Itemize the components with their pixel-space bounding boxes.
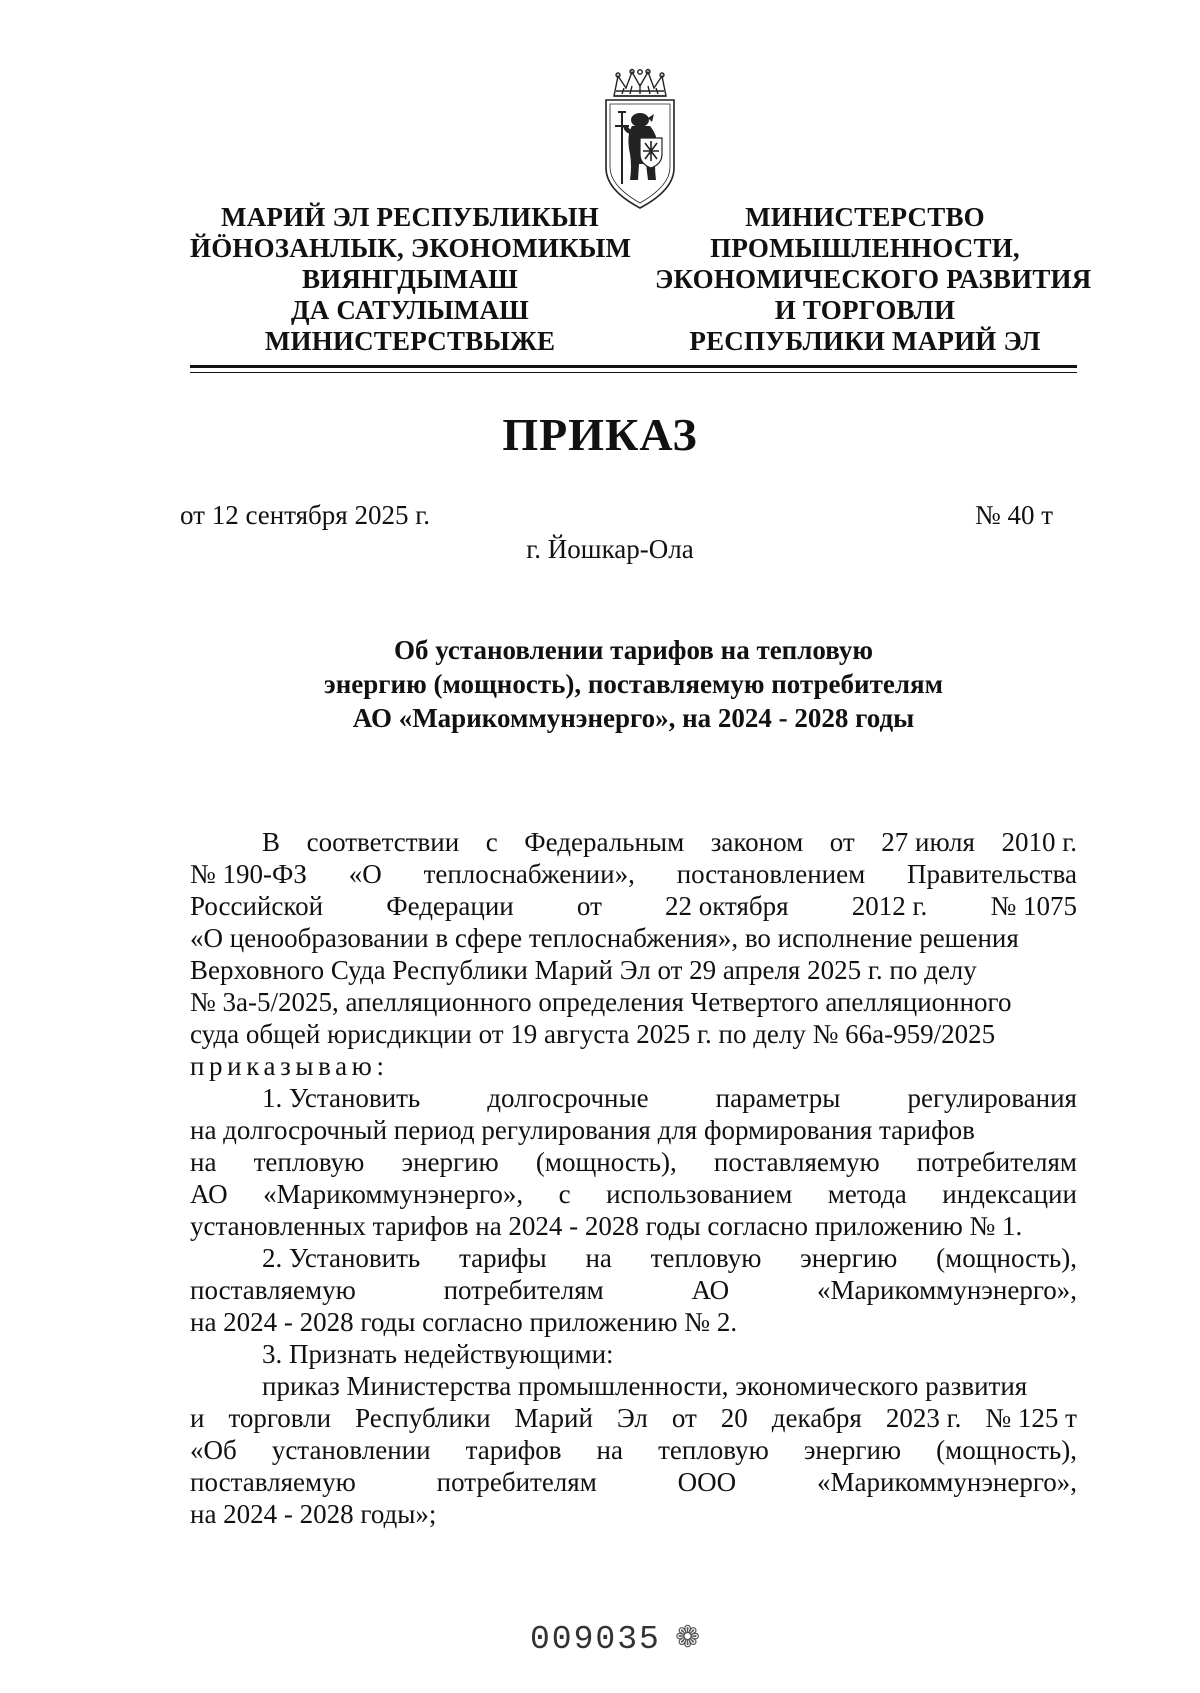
body-line: [190, 1306, 1077, 1338]
body-line: [190, 826, 1077, 858]
document-title: ПРИКАЗ: [502, 409, 698, 460]
body-word: (мощность),: [936, 1435, 1077, 1465]
body-word: тепловую: [658, 1435, 769, 1465]
body-line: [190, 1370, 1077, 1402]
document-number: № 40 т: [974, 500, 1053, 530]
document-body: [190, 826, 1077, 1530]
body-word: поставляемую: [190, 1275, 356, 1305]
body-word: потребителям: [436, 1467, 597, 1497]
body-word: № 1075: [990, 891, 1077, 921]
body-word: на 2024 - 2028 годы»;: [190, 1499, 437, 1529]
body-word: законом: [710, 827, 804, 857]
serial-number: 009035: [530, 1621, 661, 1658]
body-word: 1. Установить: [262, 1083, 421, 1113]
body-word: потребителям: [916, 1147, 1077, 1177]
body-word: на: [190, 1147, 217, 1177]
body-word: на 2024 - 2028 годы согласно приложению № 2.: [190, 1307, 738, 1337]
document-date: от 12 сентября 2025 г.: [180, 500, 430, 530]
body-line: [190, 858, 1077, 890]
body-line: [190, 1050, 1077, 1082]
body-word: Российской: [190, 891, 324, 921]
body-line: [190, 1018, 1077, 1050]
body-word: «Марикоммунэнерго»,: [817, 1275, 1077, 1305]
subject-line: энергию (мощность), поставляемую потребителям: [324, 669, 943, 699]
body-word: Верховного Суда Республики Марий Эл от 29 апреля 2025 г. по делу: [190, 955, 977, 985]
body-word: № 190-ФЗ: [190, 859, 307, 889]
body-word: декабря: [771, 1403, 862, 1433]
org-name-line: И ТОРГОВЛИ: [774, 295, 956, 325]
body-word: торговли: [228, 1403, 332, 1433]
body-word: (мощность),: [936, 1243, 1077, 1273]
body-line: [190, 1146, 1077, 1178]
header-divider: [190, 365, 1077, 368]
body-word: энергию: [800, 1243, 898, 1273]
body-word: тепловую: [650, 1243, 762, 1273]
body-word: с: [485, 827, 498, 857]
document-subject: [190, 633, 1077, 735]
body-word: 27 июля: [881, 827, 975, 857]
body-word: «Об: [190, 1435, 237, 1465]
body-line: [190, 890, 1077, 922]
body-word: от: [576, 891, 602, 921]
org-name-line: ПРОМЫШЛЕННОСТИ,: [710, 233, 1020, 263]
body-word: на долгосрочный период регулирования для формирования тарифов: [190, 1115, 975, 1145]
body-word: 3. Признать недействующими:: [262, 1339, 614, 1369]
body-word: «Марикоммунэнерго»,: [817, 1467, 1077, 1497]
body-line: [190, 1338, 1077, 1370]
body-word: установлении: [271, 1435, 431, 1465]
body-word: индексации: [942, 1179, 1077, 1209]
body-word: поставляемую: [713, 1147, 880, 1177]
org-name-line: ЙӦНОЗАНЛЫК, ЭКОНОМИКЫМ: [190, 233, 632, 263]
body-word: (мощность),: [535, 1147, 677, 1177]
body-word: тарифы: [459, 1243, 547, 1273]
body-line: [190, 1114, 1077, 1146]
body-word: постановлением: [676, 859, 866, 889]
org-name-russian: [655, 202, 1092, 357]
body-word: поставляемую: [190, 1467, 356, 1497]
body-word: тепловую: [253, 1147, 365, 1177]
body-word: Республики: [355, 1403, 491, 1433]
body-word: Марий: [514, 1403, 593, 1433]
body-word: приказываю:: [190, 1051, 389, 1081]
subject-line: Об установлении тарифов на тепловую: [393, 635, 874, 665]
body-word: и: [190, 1403, 205, 1433]
document-city: г. Йошкар-Ола: [526, 534, 694, 564]
body-word: № 3а-5/2025, апелляционного определения Четвертого апелляционного: [190, 987, 1012, 1017]
body-word: 2. Установить: [262, 1243, 421, 1273]
body-word: использованием: [606, 1179, 793, 1209]
body-word: установленных тарифов на 2024 - 2028 годы согласно приложению № 1.: [190, 1211, 1023, 1241]
coat-of-arms-icon: [596, 68, 684, 210]
body-word: от: [829, 827, 855, 857]
body-word: на: [585, 1243, 612, 1273]
body-word: метода: [827, 1179, 907, 1209]
body-word: Эл: [616, 1403, 648, 1433]
header-divider-thin: [190, 372, 1077, 373]
body-word: 20: [720, 1403, 748, 1433]
body-word: АО: [691, 1275, 730, 1305]
body-word: параметры: [715, 1083, 841, 1113]
body-word: Федеральным: [524, 827, 685, 857]
org-name-line: МИНИСТЕРСТВЫЖЕ: [264, 326, 556, 356]
body-word: «О: [348, 859, 382, 889]
org-name-line: МАРИЙ ЭЛ РЕСПУБЛИКЫН: [221, 202, 599, 232]
body-word: энергию: [401, 1147, 499, 1177]
body-word: Федерации: [386, 891, 514, 921]
org-name-line: ДА САТУЛЫМАШ: [290, 295, 530, 325]
body-word: 2010 г.: [1001, 827, 1077, 857]
body-word: теплоснабжении»,: [423, 859, 635, 889]
subject-line: АО «Марикоммунэнерго», на 2024 - 2028 годы: [352, 703, 915, 733]
body-line: [190, 986, 1077, 1018]
body-word: приказ Министерства промышленности, экономического развития: [262, 1371, 1028, 1401]
body-line: [190, 1402, 1077, 1434]
body-word: «О ценообразовании в сфере теплоснабжения», во исполнение решения: [190, 923, 1019, 953]
body-line: [190, 1210, 1077, 1242]
body-word: суда общей юрисдикции от 19 августа 2025 г. по делу № 66а-959/2025: [190, 1019, 996, 1049]
body-word: соответствии: [306, 827, 460, 857]
body-line: [190, 1274, 1077, 1306]
body-word: потребителям: [443, 1275, 604, 1305]
body-word: «Марикоммунэнерго»,: [263, 1179, 524, 1209]
org-name-line: ВИЯНГДЫМАШ: [301, 264, 519, 294]
body-line: [190, 1242, 1077, 1274]
body-line: [190, 1466, 1077, 1498]
body-line: [190, 1434, 1077, 1466]
body-word: 2012 г.: [851, 891, 928, 921]
body-word: энергию: [803, 1435, 902, 1465]
body-line: [190, 1498, 1077, 1530]
stamp-ornament-icon: ❁: [675, 1621, 701, 1654]
body-word: тарифов: [465, 1435, 562, 1465]
org-name-line: МИНИСТЕРСТВО: [745, 202, 985, 232]
body-word: № 125 т: [985, 1403, 1077, 1433]
body-word: долгосрочные: [487, 1083, 649, 1113]
body-word: В: [262, 827, 281, 857]
body-line: [190, 1178, 1077, 1210]
body-word: 2023 г.: [885, 1403, 962, 1433]
body-line: [190, 922, 1077, 954]
org-name-mari: [190, 202, 630, 357]
body-word: регулирования: [907, 1083, 1077, 1113]
org-name-line: ЭКОНОМИЧЕСКОГО РАЗВИТИЯ: [655, 264, 1092, 294]
body-word: ООО: [677, 1467, 737, 1497]
body-word: с: [558, 1179, 571, 1209]
body-word: 22 октября: [665, 891, 789, 921]
body-word: АО: [190, 1179, 228, 1209]
body-word: от: [671, 1403, 697, 1433]
body-line: [190, 1082, 1077, 1114]
body-word: Правительства: [907, 859, 1077, 889]
org-name-line: РЕСПУБЛИКИ МАРИЙ ЭЛ: [689, 326, 1041, 356]
body-line: [190, 954, 1077, 986]
body-word: на: [596, 1435, 623, 1465]
